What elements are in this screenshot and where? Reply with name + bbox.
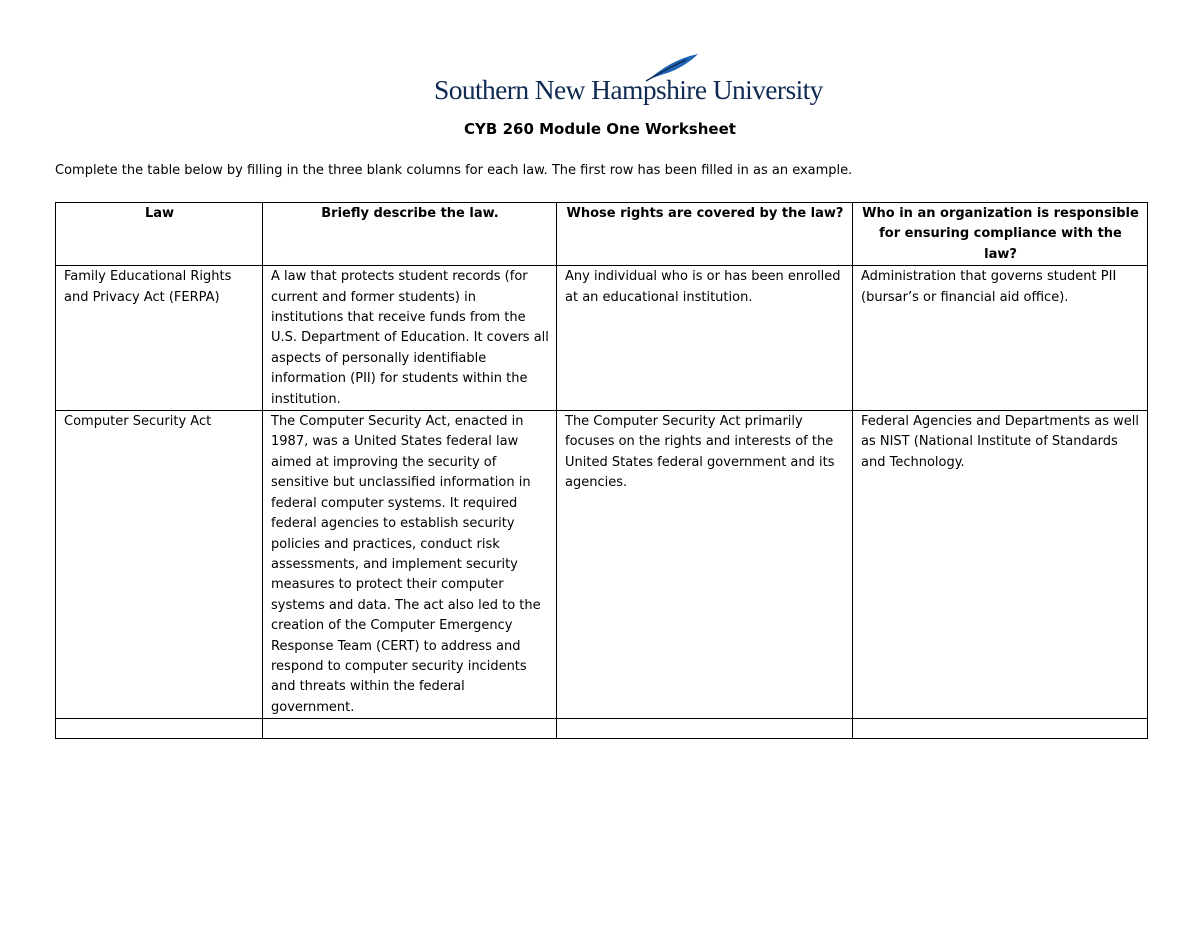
instructions-text: Complete the table below by filling in the three blank columns for each law. The first row has been filled in as an example. [55, 163, 853, 178]
table-row [56, 411, 1148, 719]
header-law: Law [56, 203, 263, 266]
cell-responsible-party[interactable] [853, 719, 1148, 739]
logo-wordmark: Southern New Hampshire University [434, 74, 823, 105]
cell-rights-covered[interactable] [557, 719, 853, 739]
cell-rights-covered[interactable]: The Computer Security Act primarily focuses on the rights and interests of the United States federal government and its agencies. [557, 411, 853, 719]
cell-responsible-party[interactable]: Administration that governs student PII (bursar’s or financial aid office). [853, 266, 1148, 411]
page-title: CYB 260 Module One Worksheet [464, 120, 736, 138]
cell-responsible-party[interactable]: Federal Agencies and Departments as well as NIST (National Institute of Standards and Technology. [853, 411, 1148, 719]
cell-law[interactable] [56, 719, 263, 739]
law-worksheet-table [55, 202, 1148, 739]
cell-description[interactable]: The Computer Security Act, enacted in 1987, was a United States federal law aimed at improving the security of sensitive but unclassified information in federal computer systems. It required federal agencies to establish security policies and practices, conduct risk assessments, and implement security measures to protect their computer systems and data. The act also led to the creation of the Computer Emergency Response Team (CERT) to address and respond to computer security incidents and threats within the federal government. [263, 411, 557, 719]
cell-rights-covered[interactable]: Any individual who is or has been enrolled at an educational institution. [557, 266, 853, 411]
table-header-row [56, 203, 1148, 266]
cell-description[interactable] [263, 719, 557, 739]
table-row-empty [56, 719, 1148, 739]
header-rights-covered: Whose rights are covered by the law? [557, 203, 853, 266]
cell-law[interactable]: Family Educational Rights and Privacy Act (FERPA) [56, 266, 263, 411]
cell-law[interactable]: Computer Security Act [56, 411, 263, 719]
header-description: Briefly describe the law. [263, 203, 557, 266]
university-logo [434, 52, 823, 108]
cell-description[interactable]: A law that protects student records (for current and former students) in institutions that receive funds from the U.S. Department of Education. It covers all aspects of personally identifiable information (PII) for students within the institution. [263, 266, 557, 411]
header-responsible-party: Who in an organization is responsible for ensuring compliance with the law? [853, 203, 1148, 266]
table-row [56, 266, 1148, 411]
